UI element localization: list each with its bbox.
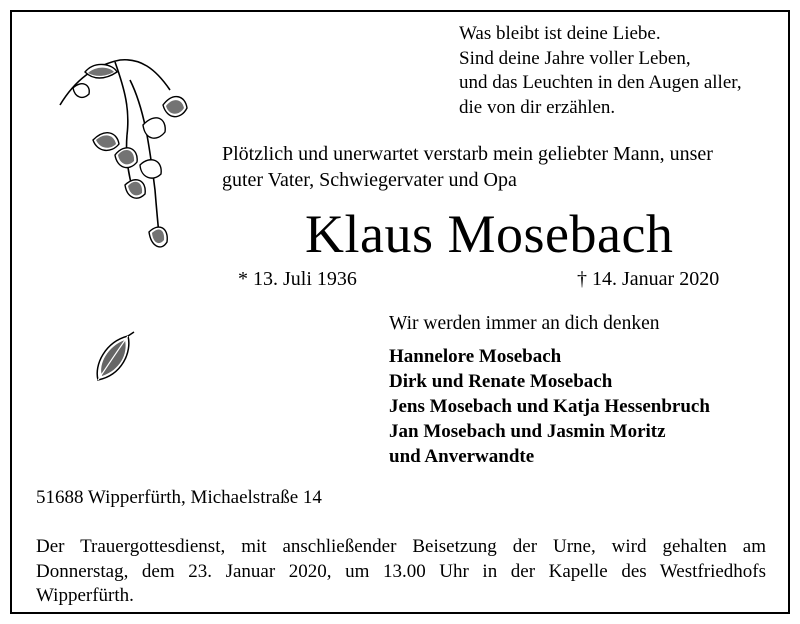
poem-line: Was bleibt ist deine Liebe. xyxy=(459,23,661,44)
service-line: Donnerstag, dem 23. Januar 2020, um 13.00 Uhr in der Kapelle des Westfriedhofs xyxy=(36,560,766,582)
mourner-name: und Anverwandte xyxy=(389,446,535,467)
service-line: Der Trauergottesdienst, mit anschließender Beisetzung der Urne, wird gehalten am xyxy=(36,536,766,557)
memorial-poem xyxy=(459,22,742,120)
mourner-name: Jens Mosebach und Katja Hessenbruch xyxy=(389,396,710,417)
poem-line: die von dir erzählen. xyxy=(459,96,616,118)
family-address: 51688 Wipperfürth, Michaelstraße 14 xyxy=(36,487,322,508)
deceased-name: Klaus Mosebach xyxy=(305,204,674,264)
birch-branch-illustration xyxy=(55,50,195,280)
death-date: † 14. Januar 2020 xyxy=(577,268,720,290)
poem-line: und das Leuchten in den Augen aller, xyxy=(459,72,742,93)
mourners-list xyxy=(389,344,710,469)
poem-line: Sind deine Jahre voller Leben, xyxy=(459,47,691,69)
death-announcement-text xyxy=(222,141,713,193)
mourner-name: Dirk und Renate Mosebach xyxy=(389,371,613,392)
mourner-name: Hannelore Mosebach xyxy=(389,346,562,367)
falling-leaf-illustration xyxy=(90,330,140,390)
intro-line: guter Vater, Schwiegervater und Opa xyxy=(222,169,517,191)
birth-date: * 13. Juli 1936 xyxy=(238,268,357,290)
remembrance-line: Wir werden immer an dich denken xyxy=(389,313,660,334)
service-line: Wipperfürth. xyxy=(36,585,134,606)
intro-line: Plötzlich und unerwartet verstarb mein geliebter Mann, unser xyxy=(222,143,713,165)
funeral-service-notice xyxy=(36,535,766,609)
mourner-name: Jan Mosebach und Jasmin Moritz xyxy=(389,421,666,442)
